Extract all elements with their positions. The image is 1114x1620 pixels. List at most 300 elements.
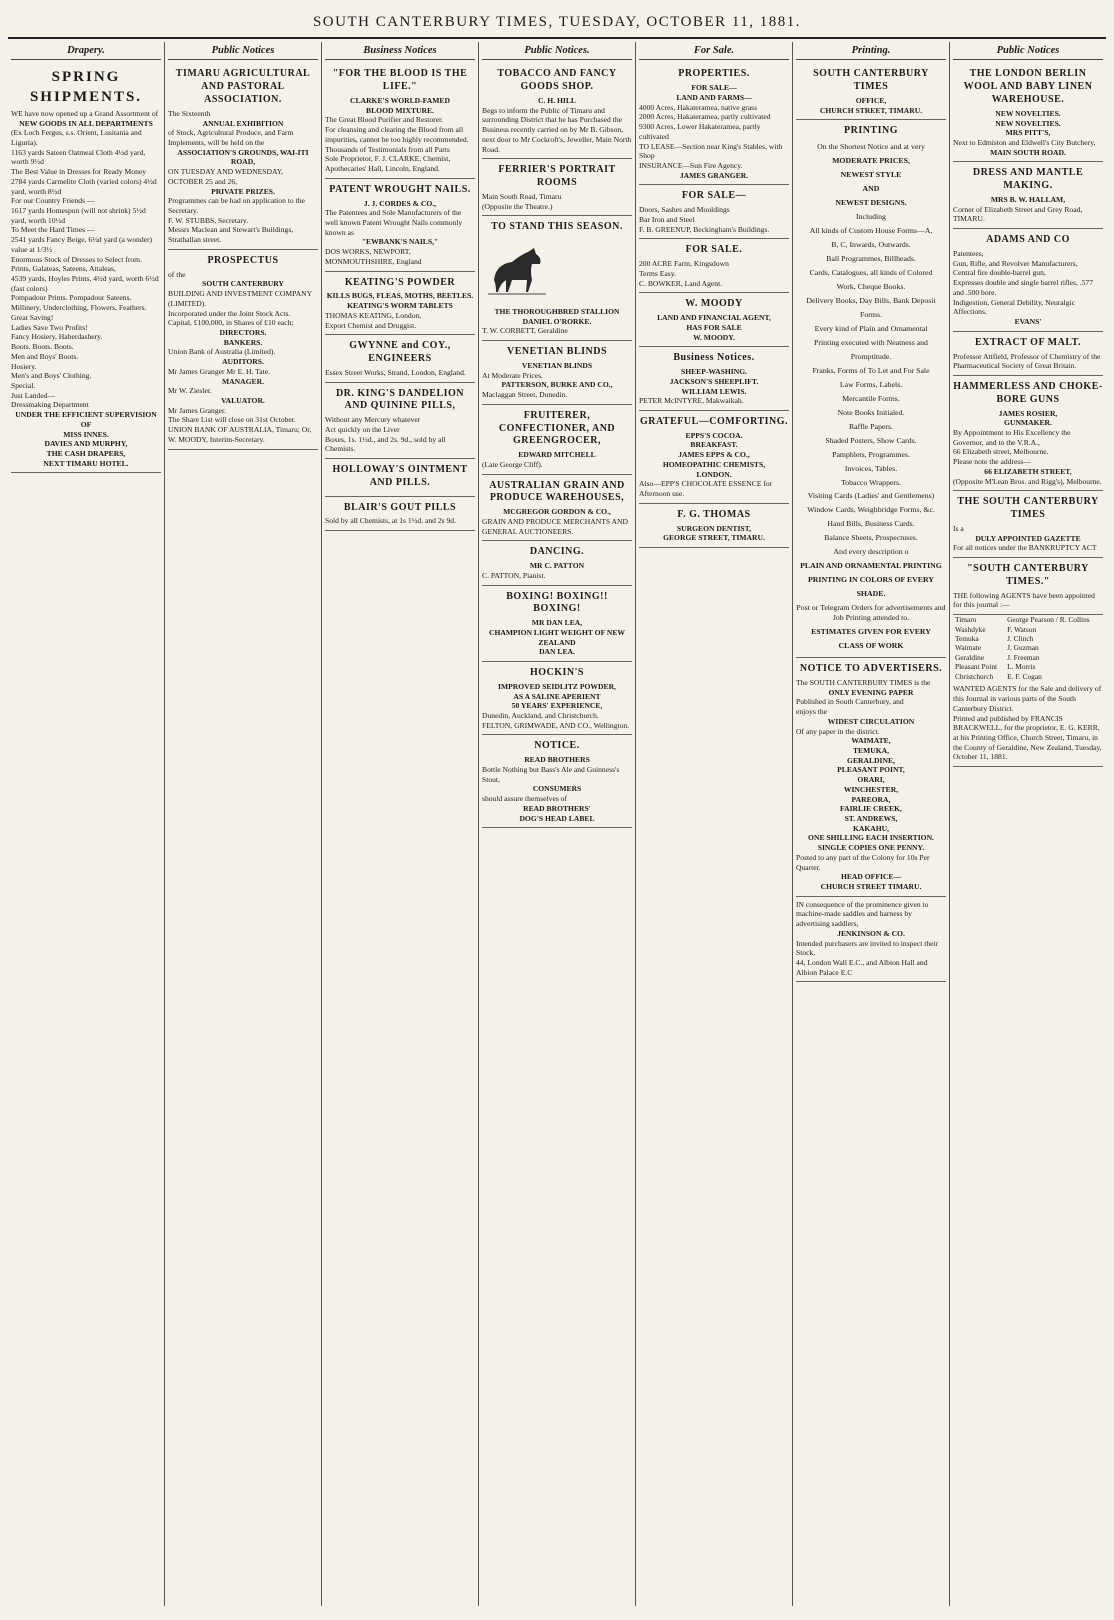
ad-text-line: Ladies Save Two Profits! <box>11 322 88 332</box>
ad-text-line: PATTERSON, BURKE AND CO., <box>501 380 613 390</box>
advertisement <box>325 272 475 336</box>
ad-text-line: Dressmaking Department <box>11 400 89 410</box>
ad-text-line: Sold by all Chemists, at 1s 1½d. and 2s 9d. <box>325 516 456 526</box>
ad-text-line: NEW NOVELTIES. <box>995 108 1061 118</box>
ad-text-line: GRAIN AND PRODUCE MERCHANTS AND GENERAL AUCTIONEERS. <box>482 516 628 536</box>
ad-text-line: Every kind of Plain and Ornamental <box>814 323 928 333</box>
ad-text-line: Dunedin, Auckland, and Christchurch. <box>482 710 599 720</box>
ad-text-line: THE CASH DRAPERS, <box>46 448 126 458</box>
ad-text-line: ON TUESDAY AND WEDNESDAY, OCTOBER 25 and 26, <box>168 167 284 186</box>
column-heading: Business Notices <box>325 42 475 60</box>
ad-text-line: ONLY EVENING PAPER <box>828 687 914 697</box>
table-row <box>953 643 1103 652</box>
ad-text-line: Pamphlets, Programmes. <box>832 449 910 459</box>
ad-text-line: Forms. <box>860 309 882 319</box>
ad-text-line: Bottle Nothing but Bass's Ale and Guinness's Stout, <box>482 764 620 784</box>
ad-text-line: JENKINSON & CO. <box>837 928 905 938</box>
ad-text-line: Printed and published by FRANCIS BRACKWELL, for the proprietor, E. G. KERR, at his Printing Office, Church Street, Timaru, in the County of Geraldine, New Zealand, Tuesday, October 11, 1881. <box>953 713 1102 762</box>
ad-text-line: JACKSON'S SHEEPLIFT. <box>669 376 759 386</box>
ad-title: TOBACCO AND FANCY GOODS SHOP. <box>497 68 617 93</box>
ad-text-line: Capital, £100,000, in Shares of £10 each; <box>168 318 294 328</box>
advertisement <box>168 63 318 249</box>
advertisement <box>796 63 946 120</box>
column-2 <box>165 42 322 1606</box>
ad-text-line: 4000 Acres, Hakateramea, native grass <box>639 102 758 112</box>
ad-text-line: 4539 yards, Hoyles Prints, 4½d yard, worth 6½d (fast colors) <box>11 274 159 293</box>
advertisement <box>796 658 946 897</box>
ad-text-line: Visiting Cards (Ladies' and Gentlemens) <box>807 491 935 501</box>
ad-text-line: IN consequence of the prominence given to machine-made saddles and harness by advertising saddlers, <box>796 899 929 929</box>
columns-container <box>8 42 1106 1606</box>
ad-text-line: Bar Iron and Steel <box>639 214 695 224</box>
ad-text-line: And every description o <box>833 547 909 557</box>
ad-text-line: Shaded Posters, Show Cards. <box>825 435 917 445</box>
ad-text-line: Messrs Maclean and Stewart's Buildings, Strathallan street. <box>168 225 294 245</box>
ad-text-line: F. W. STUBBS, Secretary. <box>168 215 249 225</box>
ad-text-line: Incorporated under the Joint Stock Acts. <box>168 308 291 318</box>
ad-text-line: HAS FOR SALE <box>686 322 742 332</box>
ad-text-line: To Meet the Hard Times — <box>11 225 95 235</box>
advertisement <box>168 250 318 450</box>
ad-text-line: CONSUMERS <box>532 784 582 794</box>
ad-text-line: of the <box>168 269 186 279</box>
ad-text-line: Fancy Hosiery, Haberdashery. <box>11 332 103 342</box>
ad-text-line: NEW NOVELTIES. <box>995 118 1061 128</box>
ad-text-line: (Ex Loch Fergus, s.s. Orient, Lusitania and Liguria). <box>11 128 142 147</box>
ad-text-line: AUDITORS. <box>222 357 264 367</box>
ad-text-line: Published in South Canterbury, and <box>796 697 904 707</box>
advertisement <box>482 475 632 542</box>
ad-text-line: 2541 yards Fancy Beige, 6½d yard (a wonder) value at 1/3½ <box>11 235 153 254</box>
advertisement <box>639 411 789 504</box>
ad-text-line: "EWBANK'S NAILS," <box>361 237 439 247</box>
ad-title: HOCKIN'S <box>529 667 584 678</box>
ad-text-line: Expresses double and single barrel rifles, .577 and .500 bore. <box>953 278 1094 297</box>
ad-text-line: EPPS'S COCOA. <box>685 430 743 440</box>
advertisement <box>482 662 632 735</box>
ad-title: Business Notices. <box>673 352 755 364</box>
ad-text-line: Union Bank of Australia (Limited). <box>168 347 276 357</box>
ad-title: BOXING! BOXING!! BOXING! <box>506 590 608 615</box>
advertisement <box>953 332 1103 376</box>
ad-text-line: MR C. PATTON <box>529 561 585 571</box>
advertisement <box>325 335 475 382</box>
ad-title: TIMARU AGRICULTURAL AND PASTORAL ASSOCIATION. <box>175 68 311 106</box>
masthead: SOUTH CANTERBURY TIMES, TUESDAY, OCTOBER 11, 1881. <box>8 6 1106 39</box>
column-4 <box>479 42 636 1606</box>
table-row <box>953 625 1103 634</box>
ad-text-line: OFFICE, <box>855 96 887 106</box>
ad-text-line: NEXT TIMARU HOTEL. <box>43 458 129 468</box>
ad-text-line: Without any Mercury whatever <box>325 415 421 425</box>
ad-text-line: MISS INNES. <box>63 429 109 439</box>
ad-text-line: F. B. GREENUP, Beckingham's Buildings. <box>639 224 770 234</box>
ad-text-line: enjoys the <box>796 707 828 717</box>
ad-text-line: Special. <box>11 380 36 390</box>
ad-text-line: Men and Boys' Boots. <box>11 351 79 361</box>
table-row <box>953 653 1103 662</box>
ad-text-line: EVANS' <box>1014 317 1042 326</box>
ad-text-line: Begs to inform the Public of Timaru and surrounding District that he has Purchased the Business recently carried on by Mr B. Gibson, next door to Mr Cockroft's, Jeweller, Main North Road. <box>482 105 632 154</box>
advertisement <box>953 558 1103 615</box>
advertisement <box>639 185 789 239</box>
ad-text-line: 1163 yards Sateen Oatmeal Cloth 4½d yard, worth 9½d <box>11 147 146 167</box>
ad-title: BLAIR'S GOUT PILLS <box>343 501 457 513</box>
ad-text-line: Prints, Galateas, Sateens, Attaleas, <box>11 264 116 274</box>
ad-title: W. MOODY <box>685 298 743 310</box>
ad-text-line: GERALDINE, <box>847 755 895 765</box>
agent-town: Geraldine <box>955 652 985 662</box>
advertisement <box>953 376 1103 491</box>
ad-text-line: LAND AND FARMS— <box>676 92 752 102</box>
ad-text-line: Programmes can be had on application to the Secretary. <box>168 196 305 216</box>
ad-text-line: ESTIMATES GIVEN FOR EVERY <box>811 627 931 637</box>
ad-text-line: Just Landed— <box>11 390 56 400</box>
ad-text-line: Maclaggan Street, Dunedin. <box>482 390 568 399</box>
agent-name: George Pearson / R. Collins <box>1007 615 1090 625</box>
agent-town: Waimate <box>955 643 982 653</box>
agent-town: Temuka <box>955 634 979 644</box>
ad-text-line: GEORGE STREET, TIMARU. <box>663 533 765 543</box>
horse-illustration <box>482 240 552 300</box>
ad-text-line: By Appointment to His Excellency the Governor, and to the V.R.A., <box>953 427 1071 447</box>
ad-text-line: Boxes, 1s. 1½d., and 2s. 9d., sold by all Chemists. <box>325 434 446 454</box>
ad-text-line: LONDON. <box>696 469 732 479</box>
ad-text-line: THOMAS KEATING, London, <box>325 310 422 320</box>
ad-text-line: Work, Cheque Books. <box>836 281 906 291</box>
ad-text-line: 2000 Acres, Hakateramea, partly cultivated <box>639 112 771 122</box>
ad-title: PROSPECTUS <box>207 254 279 266</box>
agent-town: Christchurch <box>955 671 994 681</box>
ad-title: GWYNNE and COY., ENGINEERS <box>349 340 451 365</box>
ad-text-line: Hand Bills, Business Cards. <box>827 519 915 529</box>
ad-title: NOTICE TO ADVERTISERS. <box>799 663 943 675</box>
ad-text-line: At Moderate Prices. <box>482 370 543 380</box>
ad-text-line: WIDEST CIRCULATION <box>827 716 915 726</box>
ad-text-line: C. H. HILL <box>538 96 576 106</box>
ad-text-line: MODERATE PRICES, <box>832 156 910 166</box>
ad-text-line: of Stock, Agricultural Produce, and Farm Implements, will be held on the <box>168 128 294 147</box>
ad-title: FOR SALE— <box>681 190 747 202</box>
ad-text-line: THE following AGENTS have been appointed for this journal :— <box>953 590 1095 610</box>
ad-text-line: Millinery, Underclothing, Flowers, Feathers. <box>11 303 147 313</box>
ad-text-line: PLEASANT POINT, <box>837 765 905 775</box>
ad-text-line: MRS B. W. HALLAM, <box>990 195 1066 205</box>
ad-title: PATENT WROUGHT NAILS. <box>329 183 471 195</box>
advertisement <box>325 459 475 497</box>
ad-text-line: TO LEASE—Section near King's Stables, with Shop <box>639 141 783 161</box>
ad-title: EXTRACT OF MALT. <box>974 336 1082 348</box>
ad-text-line: Boots. Boots. Boots. <box>11 342 74 352</box>
ad-text-line: HEAD OFFICE— <box>840 872 902 882</box>
advertisement <box>11 63 161 473</box>
ad-text-line: Patentees, <box>953 248 984 258</box>
ad-text-line: VENETIAN BLINDS <box>521 360 593 370</box>
ad-text-line: should assure themselves of <box>482 794 567 804</box>
advertisement <box>953 63 1103 162</box>
ad-text-line: SHADE. <box>856 589 886 599</box>
ad-title: F. G. THOMAS <box>677 508 751 520</box>
ad-text-line: For all notices under the BANKRUPTCY ACT <box>953 543 1097 553</box>
ad-title: VENETIAN BLINDS <box>506 346 608 358</box>
ad-text-line: 66 ELIZABETH STREET, <box>984 466 1072 476</box>
ad-text-line: Indigestion, General Debility, Neuralgic Affections. <box>953 297 1076 317</box>
ad-text-line: BUILDING AND INVESTMENT COMPANY (LIMITED). <box>168 289 312 308</box>
ad-text-line: Mr James Granger. <box>168 405 226 415</box>
ad-text-line: Is a <box>953 523 964 533</box>
table-row <box>953 615 1103 624</box>
ad-text-line: The SOUTH CANTERBURY TIMES is the <box>796 677 931 687</box>
advertisement <box>482 586 632 662</box>
ad-text-line: EDWARD MITCHELL <box>518 450 596 460</box>
ad-text-line: DULY APPOINTED GAZETTE <box>975 533 1081 543</box>
ad-text-line: Balance Sheets, Prospectuses. <box>824 533 918 543</box>
advertisement <box>953 162 1103 229</box>
column-5 <box>636 42 793 1606</box>
ad-text-line: HOMEOPATHIC CHEMISTS, <box>662 459 766 469</box>
ad-text-line: PLAIN AND ORNAMENTAL PRINTING <box>800 561 942 571</box>
ad-text-line: JAMES EPPS & CO., <box>678 450 750 460</box>
ad-title: TO STAND THIS SEASON. <box>491 221 623 233</box>
ad-text-line: WINCHESTER, <box>843 784 899 794</box>
ad-text-line: Sole Proprietor, F. J. CLARKE, Chemist, Apothecaries' Hall, Lincoln, England. <box>325 154 451 174</box>
ad-text-line: B, C, Inwards, Outwards. <box>831 240 911 250</box>
ad-text-line: Note Books Initialed. <box>837 407 905 417</box>
column-heading: Printing. <box>796 42 946 60</box>
ad-text-line: WAIMATE, <box>851 736 891 746</box>
ad-text-line: Mercantile Forms. <box>842 393 900 403</box>
ad-text-line: Delivery Books, Day Bills, Bank Deposit <box>806 295 936 305</box>
advertisement <box>482 216 632 341</box>
ad-text-line: PRIVATE PRIZES. <box>211 186 275 196</box>
ad-text-line: CLASS OF WORK <box>838 641 904 651</box>
ad-text-line: Thousands of Testimonials from all Parts <box>325 144 450 154</box>
ad-text-line: W. MOODY. <box>693 332 735 342</box>
ad-text-line: Please note the address— <box>953 457 1031 467</box>
agent-name: L. Morris <box>1007 662 1036 672</box>
ad-text-line: PRINTING IN COLORS OF EVERY <box>808 575 934 585</box>
advertisement <box>325 179 475 272</box>
ad-text-line: All kinds of Custom House Forms—A, <box>809 226 933 236</box>
ad-text-line: Pompadour Prints. Pompadour Sateens. <box>11 293 132 303</box>
ad-text-line: 9300 Acres, Lower Hakateramea, partly cultivated <box>639 122 761 141</box>
table-row <box>953 672 1103 681</box>
column-heading: Public Notices <box>168 42 318 60</box>
ad-title: PROPERTIES. <box>678 68 750 80</box>
ad-title: NOTICE. <box>534 740 580 752</box>
ad-text-line: 50 YEARS' EXPERIENCE, <box>511 701 603 711</box>
ad-text-line: VALUATOR. <box>221 396 265 406</box>
ad-title: GRATEFUL—COMFORTING. <box>639 415 789 427</box>
advertisement <box>796 120 946 658</box>
ad-text-line: PETER McINTYRE, Makwaikah. <box>639 396 744 406</box>
ad-text-line: CHURCH STREET TIMARU. <box>820 882 922 891</box>
ad-text-line: T. W. CORBETT, Geraldine <box>482 326 568 336</box>
advertisement <box>325 497 475 532</box>
ad-text-line: MR DAN LEA, <box>531 618 583 628</box>
ad-text-line: NEWEST DESIGNS. <box>835 198 907 208</box>
ad-text-line: (Late George Cliff). <box>482 459 543 469</box>
ad-text-line: WANTED AGENTS for the Sale and delivery of this Journal in various parts of the South Canterbury District. <box>953 684 1102 713</box>
ad-text-line: Posted to any part of the Colony for 10s Per Quarter. <box>796 852 930 872</box>
column-1 <box>8 42 165 1606</box>
ad-text-line: Act quickly on the Liver <box>325 424 400 434</box>
ad-text-line: NEW GOODS IN ALL DEPARTMENTS <box>19 118 153 128</box>
ad-text-line: BREAKFAST. <box>690 440 738 450</box>
ad-text-line: KILLS BUGS, FLEAS, MOTHS, BEETLES. <box>326 291 474 301</box>
ad-text-line: WILLIAM LEWIS. <box>681 386 747 396</box>
advertisement <box>482 341 632 405</box>
advertisement <box>639 293 789 347</box>
column-heading: For Sale. <box>639 42 789 60</box>
advertisement <box>482 159 632 216</box>
column-3 <box>322 42 479 1606</box>
ad-text-line: AND <box>862 184 880 194</box>
ad-text-line: READ BROTHERS' <box>523 803 591 813</box>
table-row <box>953 662 1103 671</box>
advertisement <box>325 383 475 459</box>
ad-text-line: Great Saving! <box>11 312 54 322</box>
ad-text-line: On the Shortest Notice and at very <box>817 142 925 152</box>
advertisement <box>482 405 632 475</box>
ad-text-line: The Sixteenth <box>168 108 211 118</box>
ad-text-line: CLARKE'S WORLD-FAMED <box>350 96 450 106</box>
agent-name: F. Watson <box>1007 624 1037 634</box>
ad-text-line: SOUTH CANTERBURY <box>202 279 284 289</box>
ad-text-line: Gun, Rifle, and Revolver Manufacturers, <box>953 258 1078 268</box>
ad-text-line: Doors, Sashes and Mouldings <box>639 205 730 215</box>
ad-text-line: MAIN SOUTH ROAD. <box>990 147 1066 157</box>
ad-text-line: The Great Blood Purifier and Restorer. <box>325 115 444 125</box>
ad-text-line: For cleansing and clearing the Blood from all impurities, cannot be too highly recommended. <box>325 125 469 144</box>
ad-text-line: FAIRLIE CREEK, <box>840 804 902 814</box>
ad-text-line: (Opposite M'Lean Bros. and Rigg's), Melbourne. <box>953 476 1102 486</box>
ad-text-line: Next to Edmiston and Eldwell's City Butchery, <box>953 137 1096 147</box>
ad-text-line: LAND AND FINANCIAL AGENT, <box>657 313 771 323</box>
ad-text-line: DAVIES AND MURPHY, <box>44 439 128 449</box>
ad-text-line: Of any paper in the district. <box>796 726 880 736</box>
ad-text-line: UNION BANK OF AUSTRALIA, Timaru; Or, <box>168 425 312 435</box>
ad-text-line: 2784 yards Carmelite Cloth (varied colors) 4½d yard, worth 8½d <box>11 176 157 196</box>
ad-text-line: Central fire double-barrel gun, <box>953 268 1046 278</box>
ad-title: AUSTRALIAN GRAIN AND PRODUCE WAREHOUSES, <box>489 479 625 504</box>
table-row <box>953 634 1103 643</box>
ad-title: FRUITERER, CONFECTIONER, AND GREENGROCER, <box>498 409 616 447</box>
ad-title: "FOR THE BLOOD IS THE LIFE." <box>332 68 468 93</box>
ad-text-line: Ball Programmes, Billheads. <box>826 254 916 264</box>
ad-text-line: THE THOROUGHBRED STALLION <box>494 306 620 316</box>
ad-text-line: Men's and Boys' Clothing. <box>11 371 92 381</box>
ad-text-line: CHAMPION LIGHT WEIGHT OF NEW ZEALAND <box>488 627 625 647</box>
ad-text-line: DAN LEA. <box>539 647 575 657</box>
ad-text-line: IMPROVED SEIDLITZ POWDER, <box>498 681 616 691</box>
ad-text-line: 1617 yards Homespun (will not shrink) 5½d yard, worth 10½d <box>11 206 146 225</box>
ad-text-line: KEATING'S WORM TABLETS <box>347 301 453 311</box>
ad-text-line: JAMES ROSIER, <box>998 408 1058 418</box>
ad-text-line: BANKERS. <box>223 337 263 347</box>
advertisement <box>639 347 789 411</box>
advertisement <box>325 63 475 178</box>
ad-text-line: SURGEON DENTIST, <box>676 523 752 533</box>
ad-text-line: Cards, Catalogues, all kinds of Colored <box>809 267 933 277</box>
advertisement <box>482 735 632 828</box>
ad-text-line: Invoices, Tables. <box>844 463 898 473</box>
ad-text-line: JAMES GRANGER. <box>679 170 749 180</box>
agent-name: E. F. Cogan <box>1007 671 1042 681</box>
ad-text-line: KAKAHU, <box>852 823 890 833</box>
ad-title: FERRIER'S PORTRAIT ROOMS <box>498 164 616 189</box>
ad-title: FOR SALE. <box>685 244 743 256</box>
column-heading: Public Notices <box>953 42 1103 60</box>
agent-town: Pleasant Point <box>955 662 998 672</box>
ad-text-line: Window Cards, Weighbridge Forms, &c. <box>807 505 935 515</box>
ad-text-line: AS A SALINE APERIENT <box>513 691 601 701</box>
ad-text-line: Hosiery. <box>11 361 37 371</box>
ad-text-line: Professor Attfield, Professor of Chemistry of the Pharmaceutical Society of Great Britain. <box>953 351 1101 371</box>
ad-text-line: Tobacco Wrappers. <box>840 477 902 487</box>
ad-text-line: DIRECTORS. <box>219 328 267 337</box>
column-heading: Drapery. <box>11 42 161 60</box>
ad-text-line: TEMUKA, <box>852 745 890 755</box>
ad-title: KEATING'S POWDER <box>344 276 456 288</box>
agent-town: Timaru <box>955 615 977 625</box>
ad-title: DANCING. <box>529 546 585 558</box>
ad-text-line: The Patentees and Sole Manufacturers of the well known Patent Wrought Nails commonly known as <box>325 208 463 237</box>
agent-name: J. Clinch <box>1007 634 1034 644</box>
ad-title: DR. KING'S DANDELION AND QUININE PILLS, <box>335 387 465 412</box>
ad-text-line: For our Country Friends — <box>11 196 95 206</box>
column-6 <box>793 42 950 1606</box>
ad-title: PRINTING <box>843 125 898 137</box>
ad-text-line: CHURCH STREET, TIMARU. <box>819 105 923 115</box>
ad-title: THE LONDON BERLIN WOOL AND BABY LINEN WAREHOUSE. <box>963 68 1093 106</box>
ad-text-line: C. PATTON, Pianist. <box>482 570 546 580</box>
ad-text-line: DOS WORKS, NEWPORT, MONMOUTHSHIRE, England <box>325 247 422 266</box>
agent-name: J. Freeman <box>1007 652 1040 662</box>
ad-title: SPRING SHIPMENTS. <box>29 69 143 105</box>
advertisement <box>639 239 789 293</box>
ad-text-line: FELTON, GRIMWADE, AND CO., Wellington. <box>482 720 630 730</box>
ad-text-line: Mr W. Ziesler. <box>168 386 212 396</box>
ad-text-line: J. J. CORDES & CO., <box>363 198 437 208</box>
ad-text-line: ANNUAL EXHIBITION <box>202 118 284 128</box>
ad-title: THE SOUTH CANTERBURY TIMES <box>957 496 1099 521</box>
advertisement <box>953 681 1103 767</box>
ad-text-line: MRS PITT'S, <box>1005 128 1051 138</box>
ad-text-line: Also—EPP'S CHOCOLATE ESSENCE for Afternoon use. <box>639 479 773 499</box>
ad-text-line: 66 Elizabeth street, Melbourne. <box>953 447 1049 457</box>
ad-text-line: ST. ANDREWS, <box>844 813 898 823</box>
ad-text-line: BLOOD MIXTURE. <box>366 105 434 115</box>
ad-text-line: Franks, Forms of To Let and For Sale <box>812 365 930 375</box>
ad-text-line: C. BOWKER, Land Agent. <box>639 278 723 288</box>
ad-text-line: The Best Value in Dresses for Ready Money <box>11 167 147 177</box>
ad-text-line: Corner of Elizabeth Street and Grey Road, TIMARU. <box>953 204 1083 224</box>
advertisement <box>482 63 632 159</box>
ad-text-line: Main South Road, Timaru <box>482 191 562 201</box>
ad-text-line: INSURANCE—Sun Fire Agency. <box>639 160 743 170</box>
ad-text-line: Export Chemist and Druggist. <box>325 320 417 330</box>
advertisement <box>639 504 789 548</box>
ad-text-line: SINGLE COPIES ONE PENNY. <box>817 843 925 853</box>
ad-text-line: 200 ACRE Farm, Kingsdown <box>639 259 729 269</box>
advertisement <box>796 897 946 983</box>
advertisement <box>953 229 1103 332</box>
ad-text-line: UNDER THE EFFICIENT SUPERVISION OF <box>15 410 157 429</box>
ad-text-line: Raffle Papers. <box>848 421 894 431</box>
ad-text-line: SHEEP-WASHING. <box>680 367 748 377</box>
ad-text-line: The Share List will close on 31st October. <box>168 415 296 425</box>
